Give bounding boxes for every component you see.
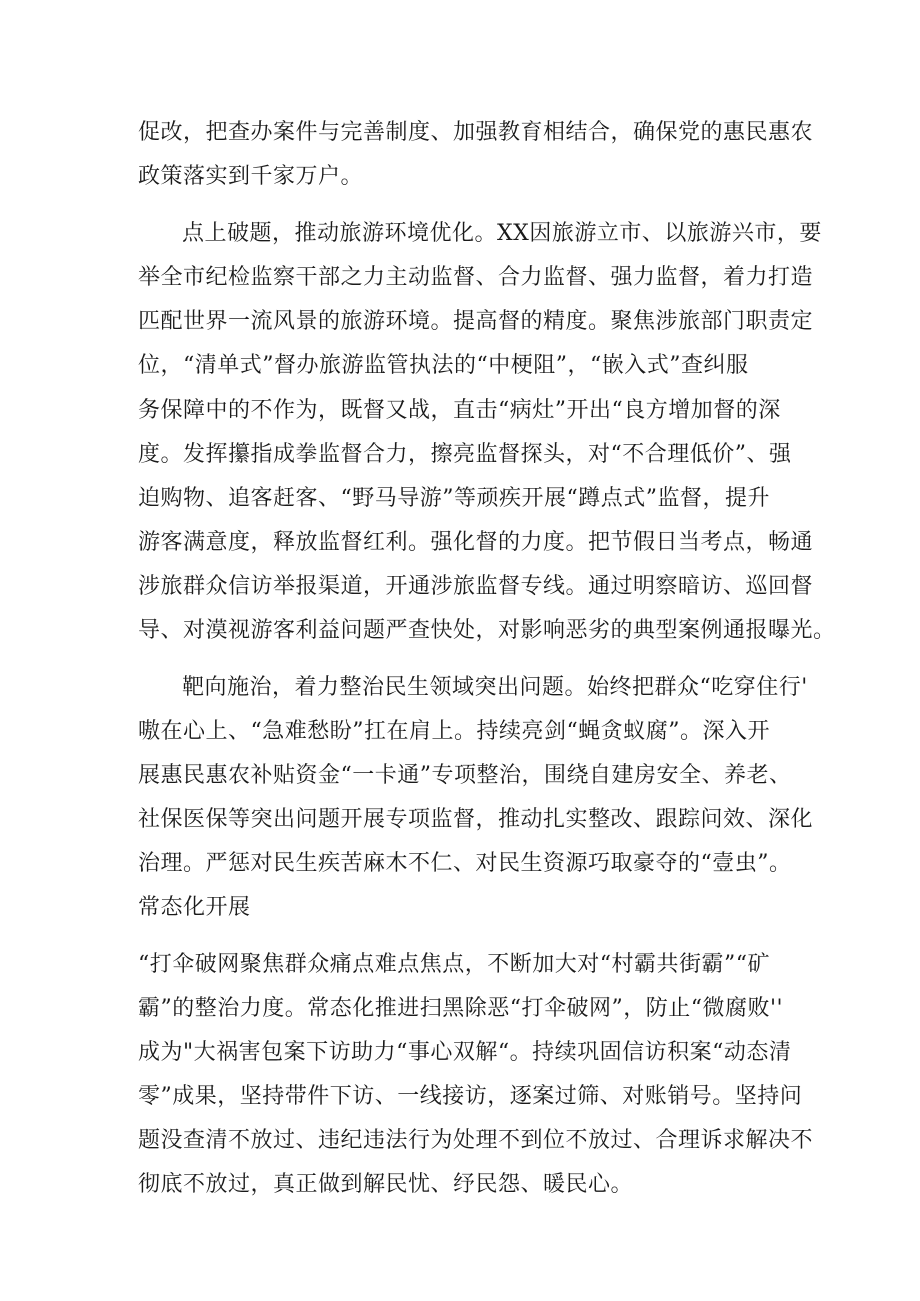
text-line: 匹配世界一流风景的旅游环境。提高督的精度。聚焦涉旅部门职责定 [138,309,814,334]
text-line: 靶向施治，着力整治民生领域突出问题。始终把群众“吃穿住行' [182,675,808,700]
text-line: 位，“清单式”督办旅游监管执法的“中梗阻”，“嵌入式”查纠服 [138,353,749,378]
text-line: 常态化开展 [138,895,251,920]
text-line: 举全市纪检监察干部之力主动监督、合力监督、强力监督，着力打造 [138,265,814,290]
text-line: 成为"大祸害包案下访助力“事心双解“。持续巩固信访积案“动态清 [138,1040,792,1065]
text-line: 彻底不放过，真正做到解民忧、纾民怨、暖民心。 [138,1172,634,1197]
text-line: 治理。严惩对民生疾苦麻木不仁、对民生资源巧取豪夺的“壹虫”。 [138,851,792,876]
text-line: 展惠民惠农补贴资金“一卡通”专项整治，围绕自建房安全、养老、 [138,763,792,788]
text-line: 迫购物、追客赶客、“野马导游”等顽疾开展“蹲点式”监督，提升 [138,486,770,511]
text-line: 题没查清不放过、违纪违法行为处理不到位不放过、合理诉求解决不 [138,1128,814,1153]
text-line: 霸”的整治力度。常态化推进扫黑除恶“打伞破网”，防止“微腐败'' [138,996,784,1021]
text-line: 点上破题，推动旅游环境优化。XX因旅游立市、以旅游兴市，要 [182,221,822,246]
text-line: 涉旅群众信访举报渠道，开通涉旅监督专线。通过明察暗访、巡回督 [138,574,814,599]
text-line: 政策落实到千家万户。 [138,164,364,189]
text-line: 务保障中的不作为，既督又战，直击“病灶”开出“良方增加督的深 [138,398,781,423]
text-line: 社保医保等突出问题开展专项监督，推动扎实整改、跟踪问效、深化 [138,807,814,832]
text-line: “打伞破网聚焦群众痛点难点焦点，不断加大对“村霸共街霸”“矿 [138,952,770,977]
text-line: 促改，把查办案件与完善制度、加强教育相结合，确保党的惠民惠农 [138,120,814,145]
text-line: 游客满意度，释放监督红利。强化督的力度。把节假日当考点，畅通 [138,530,814,555]
text-line: 嗷在心上、“急难愁盼”扛在肩上。持续亮剑“蝇贪蚁腐”。深入开 [138,719,770,744]
text-line: 导、对漠视游客利益问题严查快处，对影响恶劣的典型案例通报曝光。 [138,618,836,643]
text-line: 零”成果，坚持带件下访、一线接访，逐案过筛、对账销号。坚持问 [138,1084,803,1109]
text-line: 度。发挥攥指成拳监督合力，擦亮监督探头，对“不合理低价”、强 [138,442,792,467]
